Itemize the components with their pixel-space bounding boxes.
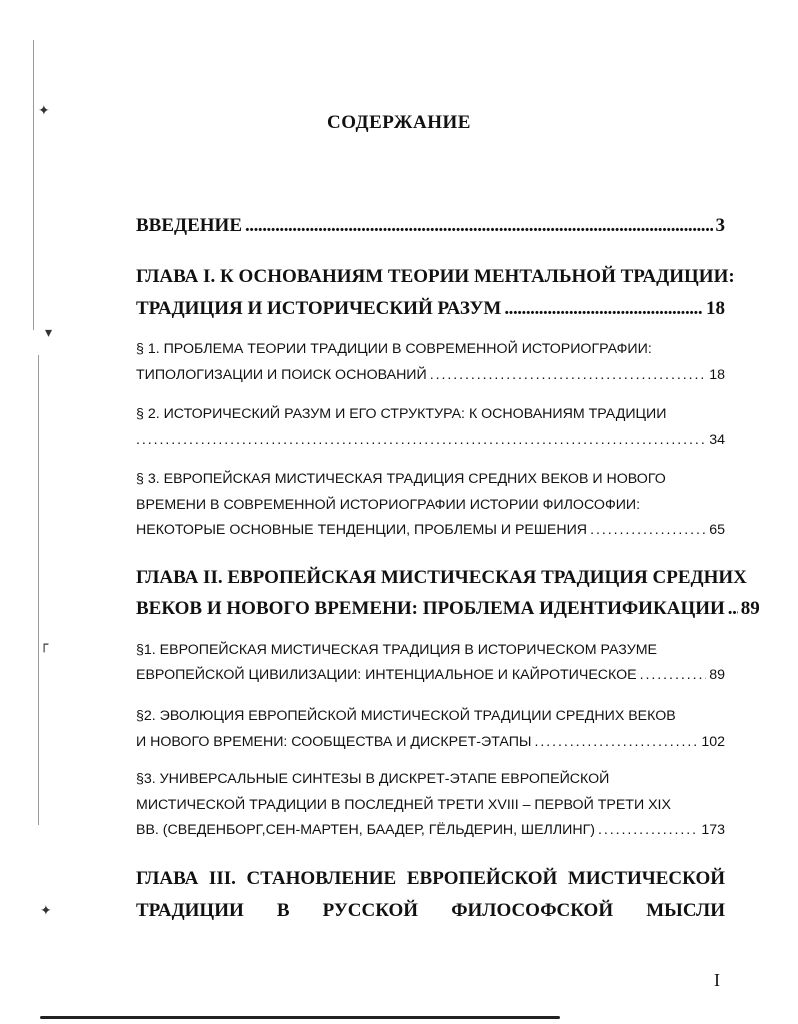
toc-intro-label: ВВЕДЕНИЕ (136, 215, 242, 236)
page-number: I (714, 970, 720, 990)
toc-section-1-3-title-cont: ВРЕМЕНИ В СОВРЕМЕННОЙ ИСТОРИОГРАФИИ ИСТОРИИ ФИЛОСОФИИ: (136, 497, 641, 513)
toc-section-2-3-title-cont: МИСТИЧЕСКОЙ ТРАДИЦИИ В ПОСЛЕДНЕЙ ТРЕТИ XVIII – ПЕРВОЙ ТРЕТИ XIX (136, 797, 671, 813)
toc-intro-page: 3 (715, 215, 725, 236)
toc-chapter1-title: ГЛАВА I. К ОСНОВАНИЯМ ТЕОРИИ МЕНТАЛЬНОЙ ТРАДИЦИИ: (136, 266, 735, 287)
dot-leader (534, 732, 698, 752)
scan-mark-icon: ▾ (45, 325, 53, 341)
toc-section-2-2-title-cont: И НОВОГО ВРЕМЕНИ: СООБЩЕСТВА И ДИСКРЕТ-ЭТАПЫ (136, 734, 532, 750)
toc-section-1-1-page: 18 (709, 367, 725, 383)
dot-leader (598, 820, 698, 840)
toc-section-2-2-page: 102 (701, 734, 725, 750)
toc-section-2-1-title-cont: ЕВРОПЕЙСКОЙ ЦИВИЛИЗАЦИИ: ИНТЕНЦИАЛЬНОЕ И КАЙРОТИЧЕСКОЕ (136, 667, 637, 683)
toc-section-2-3-page: 173 (701, 822, 725, 838)
toc-section-2-2-title: §2. ЭВОЛЮЦИЯ ЕВРОПЕЙСКОЙ МИСТИЧЕСКОЙ ТРАДИЦИИ СРЕДНИХ ВЕКОВ (136, 708, 676, 724)
dot-leader (728, 597, 738, 621)
toc-section-2-2-entry (136, 732, 725, 752)
toc-section-2-3-title-end: ВВ. (СВЕДЕНБОРГ,СЕН-МАРТЕН, БААДЕР, ГЁЛЬДЕРИН, ШЕЛЛИНГ) (136, 822, 595, 838)
toc-section-1-3-title-end: НЕКОТОРЫЕ ОСНОВНЫЕ ТЕНДЕНЦИИ, ПРОБЛЕМЫ И РЕШЕНИЯ (136, 522, 588, 538)
toc-section-1-1-title: § 1. ПРОБЛЕМА ТЕОРИИ ТРАДИЦИИ В СОВРЕМЕННОЙ ИСТОРИОГРАФИИ: (136, 341, 652, 357)
dot-leader (430, 365, 707, 385)
toc-section-1-2-entry (136, 430, 725, 450)
toc-section-2-1-title: §1. ЕВРОПЕЙСКАЯ МИСТИЧЕСКАЯ ТРАДИЦИЯ В ИСТОРИЧЕСКОМ РАЗУМЕ (136, 642, 658, 658)
toc-chapter3-title: ГЛАВА III. СТАНОВЛЕНИЕ ЕВРОПЕЙСКОЙ МИСТИЧЕСКОЙ (136, 868, 725, 889)
scan-mark-icon: ┌ (40, 637, 49, 653)
toc-section-1-3-page: 65 (709, 522, 725, 538)
toc-section-1-1-entry (136, 365, 725, 385)
toc-chapter2-entry (136, 597, 760, 621)
toc-section-1-3-title: § 3. ЕВРОПЕЙСКАЯ МИСТИЧЕСКАЯ ТРАДИЦИЯ СРЕДНИХ ВЕКОВ И НОВОГО (136, 471, 666, 487)
toc-section-2-3-entry (136, 820, 725, 840)
dot-leader (245, 214, 713, 238)
scan-margin-line (38, 355, 39, 825)
toc-chapter1-page: 18 (706, 298, 725, 319)
toc-chapter2-title-cont: ВЕКОВ И НОВОГО ВРЕМЕНИ: ПРОБЛЕМА ИДЕНТИФИКАЦИИ (136, 598, 725, 619)
page-title: СОДЕРЖАНИЕ (327, 112, 471, 133)
toc-section-2-3-title: §3. УНИВЕРСАЛЬНЫЕ СИНТЕЗЫ В ДИСКРЕТ-ЭТАПЕ ЕВРОПЕЙСКОЙ (136, 771, 610, 787)
toc-section-1-1-title-cont: ТИПОЛОГИЗАЦИИ И ПОИСК ОСНОВАНИЙ (136, 367, 427, 383)
scan-mark-icon: ✦ (40, 903, 52, 919)
scan-mark-icon: ✦ (38, 103, 50, 119)
toc-chapter1-entry (136, 297, 725, 321)
toc-section-1-2-title: § 2. ИСТОРИЧЕСКИЙ РАЗУМ И ЕГО СТРУКТУРА: К ОСНОВАНИЯМ ТРАДИЦИИ (136, 406, 667, 422)
toc-chapter3-title-cont: ТРАДИЦИИ В РУССКОЙ ФИЛОСОФСКОЙ МЫСЛИ (136, 900, 725, 921)
toc-chapter2-page: 89 (740, 598, 760, 619)
toc-chapter1-title-cont: ТРАДИЦИЯ И ИСТОРИЧЕСКИЙ РАЗУМ (136, 298, 502, 319)
dot-leader (136, 430, 706, 450)
toc-section-1-3-entry (136, 520, 725, 540)
toc-intro-entry (136, 214, 725, 238)
toc-section-1-2-page: 34 (709, 432, 725, 448)
dot-leader (504, 297, 703, 321)
toc-chapter2-title: ГЛАВА II. ЕВРОПЕЙСКАЯ МИСТИЧЕСКАЯ ТРАДИЦИЯ СРЕДНИХ (136, 567, 747, 588)
dot-leader (640, 665, 707, 685)
scan-margin-line (33, 40, 34, 330)
dot-leader (590, 520, 706, 540)
toc-section-2-1-page: 89 (709, 667, 725, 683)
toc-section-2-1-entry (136, 665, 725, 685)
scan-bottom-line (40, 1016, 560, 1019)
